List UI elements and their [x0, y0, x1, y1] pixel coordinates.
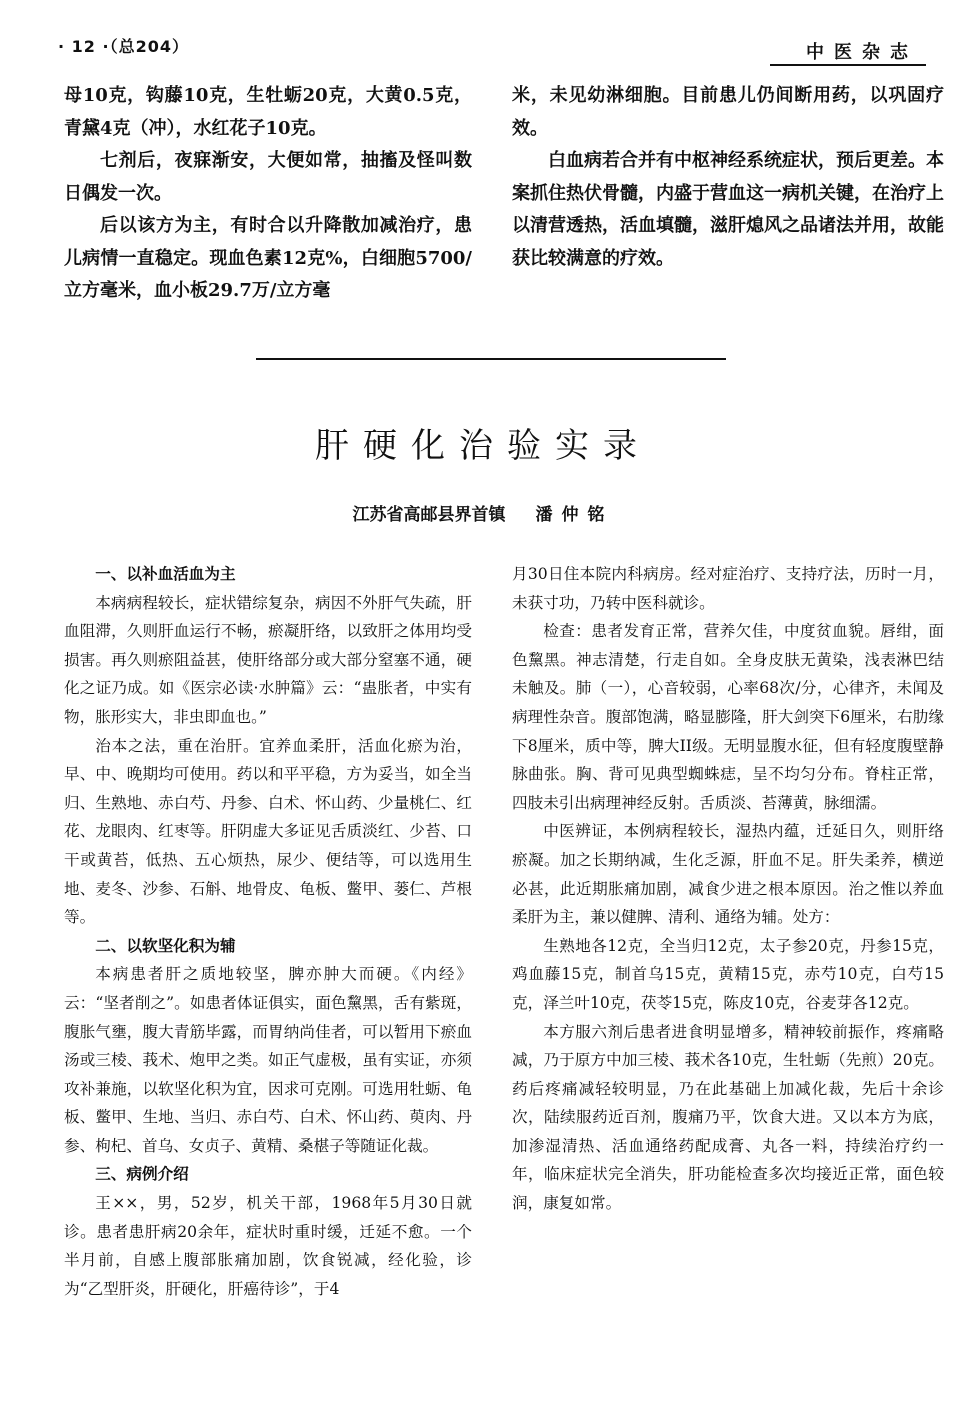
- article-title: 肝硬化治验实录: [315, 426, 651, 466]
- top-left-paragraph: 七剂后，夜寐渐安，大便如常，抽搐及怪叫数日偶发一次。: [64, 150, 472, 204]
- body-paragraph: 治本之法，重在治肝。宜养血柔肝，活血化瘀为治，早、中、晚期均可使用。药以和平平稳，方为妥当，如全当归、生熟地、赤白芍、丹参、白术、怀山药、少量桃仁、红花、龙眼肉、红枣等。肝阴虚大多证见舌质淡红、少苔、口干或黄苔，低热、五心烦热，尿少、便结等，可以选用生地、麦冬、沙参、石斛、地骨皮、龟板、鳖甲、蒌仁、芦根等。: [64, 736, 472, 927]
- section-heading: 二、以软坚化积为辅: [95, 936, 236, 955]
- article-left-column: [64, 560, 472, 1303]
- body-paragraph: 月30日住本院内科病房。经对症治疗、支持疗法，历时一月，未获寸功，乃转中医科就诊。: [512, 565, 944, 612]
- journal-name: 中医杂志: [806, 42, 918, 63]
- header-rule: [770, 64, 926, 66]
- section-heading: 三、病例介绍: [95, 1165, 189, 1184]
- top-left-paragraph: 后以该方为主，有时合以升降散加减治疗，患儿病情一直稳定。现血色素12克%，白细胞5700/立方毫米，血小板29.7万/立方毫: [64, 215, 472, 301]
- author-affiliation: 江苏省高邮县界首镇: [352, 505, 506, 525]
- body-paragraph: 王××，男，52岁，机关干部，1968年5月30日就诊。患者患肝病20余年，症状时重时缓，迁延不愈。一个半月前，自感上腹部胀痛加剧，饮食锐减，经化验，诊为“乙型肝炎，肝硬化，肝癌待诊”，于4: [64, 1194, 472, 1298]
- author-name: 潘仲铭: [535, 505, 614, 525]
- page-number: · 12 ·（总204）: [58, 37, 189, 56]
- body-paragraph: 检查：患者发育正常，营养欠佳，中度贫血貌。唇绀，面色黧黑。神志清楚，行走自如。全身皮肤无黄染，浅表淋巴结未触及。肺（一），心音较弱，心率68次/分，心律齐，未闻及病理性杂音。腹部饱满，略显膨隆，肝大剑突下6厘米，右肋缘下8厘米，质中等，脾大II级。无明显腹水征，但有轻度腹壁静脉曲张。胸、背可见典型蜘蛛痣，呈不均匀分布。脊柱正常，四肢未引出病理神经反射。舌质淡、苔薄黄，脉细濡。: [512, 622, 944, 812]
- top-right-paragraph: 米，未见幼淋细胞。目前患儿仍间断用药，以巩固疗效。: [512, 85, 944, 139]
- article-byline: [0, 500, 966, 525]
- body-paragraph: 本方服六剂后患者进食明显增多，精神较前振作，疼痛略减，乃于原方中加三棱、莪术各10克，生牡蛎（先煎）20克。药后疼痛减轻较明显，乃在此基础上加减化裁，先后十余诊次，陆续服药近百剂，腹痛乃平，饮食大进。又以本方为底，加渗湿清热、活血通络药配成膏、丸各一料，持续治疗约一年，临床症状完全消失，肝功能检查多次均接近正常，面色较润，康复如常。: [512, 1022, 944, 1213]
- body-paragraph: 本病病程较长，症状错综复杂，病因不外肝气失疏，肝血阻滞，久则肝血运行不畅，瘀凝肝络，以致肝之体用均受损害。再久则瘀阻益甚，使肝络部分或大部分窒塞不通，硬化之证乃成。如《医宗必读·水肿篇》云：“蛊胀者，中实有物，胀形实大，非虫即血也。”: [64, 593, 472, 726]
- top-right-paragraph: 白血病若合并有中枢神经系统症状，预后更差。本案抓住热伏骨髓，内盛于营血这一病机关键，在治疗上以清营透热，活血填髓，滋肝熄风之品诸法并用，故能获比较满意的疗效。: [512, 150, 944, 269]
- prescription-paragraph: 生熟地各12克，全当归12克，太子参20克，丹参15克，鸡血藤15克，制首乌15克，黄精15克，赤芍10克，白芍15克，泽兰叶10克，茯苓15克，陈皮10克，谷麦芽各12克。: [512, 936, 944, 1012]
- top-left-column: [64, 80, 472, 308]
- body-paragraph: 本病患者肝之质地较坚，脾亦肿大而硬。《内经》云：“坚者削之”。如患者体证俱实，面色黧黑，舌有紫斑，腹胀气壅，腹大青筋毕露，而胃纳尚佳者，可以暂用下瘀血汤或三棱、莪术、炮甲之类。如正气虚极，虽有实证，亦须攻补兼施，以软坚化积为宜，因求可克刚。可选用牡蛎、龟板、鳖甲、生地、当归、赤白芍、白术、怀山药、萸肉、丹参、枸杞、首乌、女贞子、黄精、桑椹子等随证化裁。: [64, 965, 472, 1155]
- top-right-column: [512, 80, 944, 275]
- section-divider: [256, 358, 726, 360]
- section-heading: 一、以补血活血为主: [95, 565, 236, 583]
- article-right-column: [512, 560, 944, 1218]
- body-paragraph: 中医辨证，本例病程较长，湿热内蕴，迁延日久，则肝络瘀凝。加之长期纳减，生化乏源，肝血不足。肝失柔养，横逆必甚，此近期胀痛加剧，减食少进之根本原因。治之惟以养血柔肝为主，兼以健脾、清利、通络为辅。处方：: [512, 822, 944, 927]
- continued-prescription: 母10克，钩藤10克，生牡蛎20克，大黄0.5克，青黛4克（冲），水红花子10克。: [64, 85, 472, 139]
